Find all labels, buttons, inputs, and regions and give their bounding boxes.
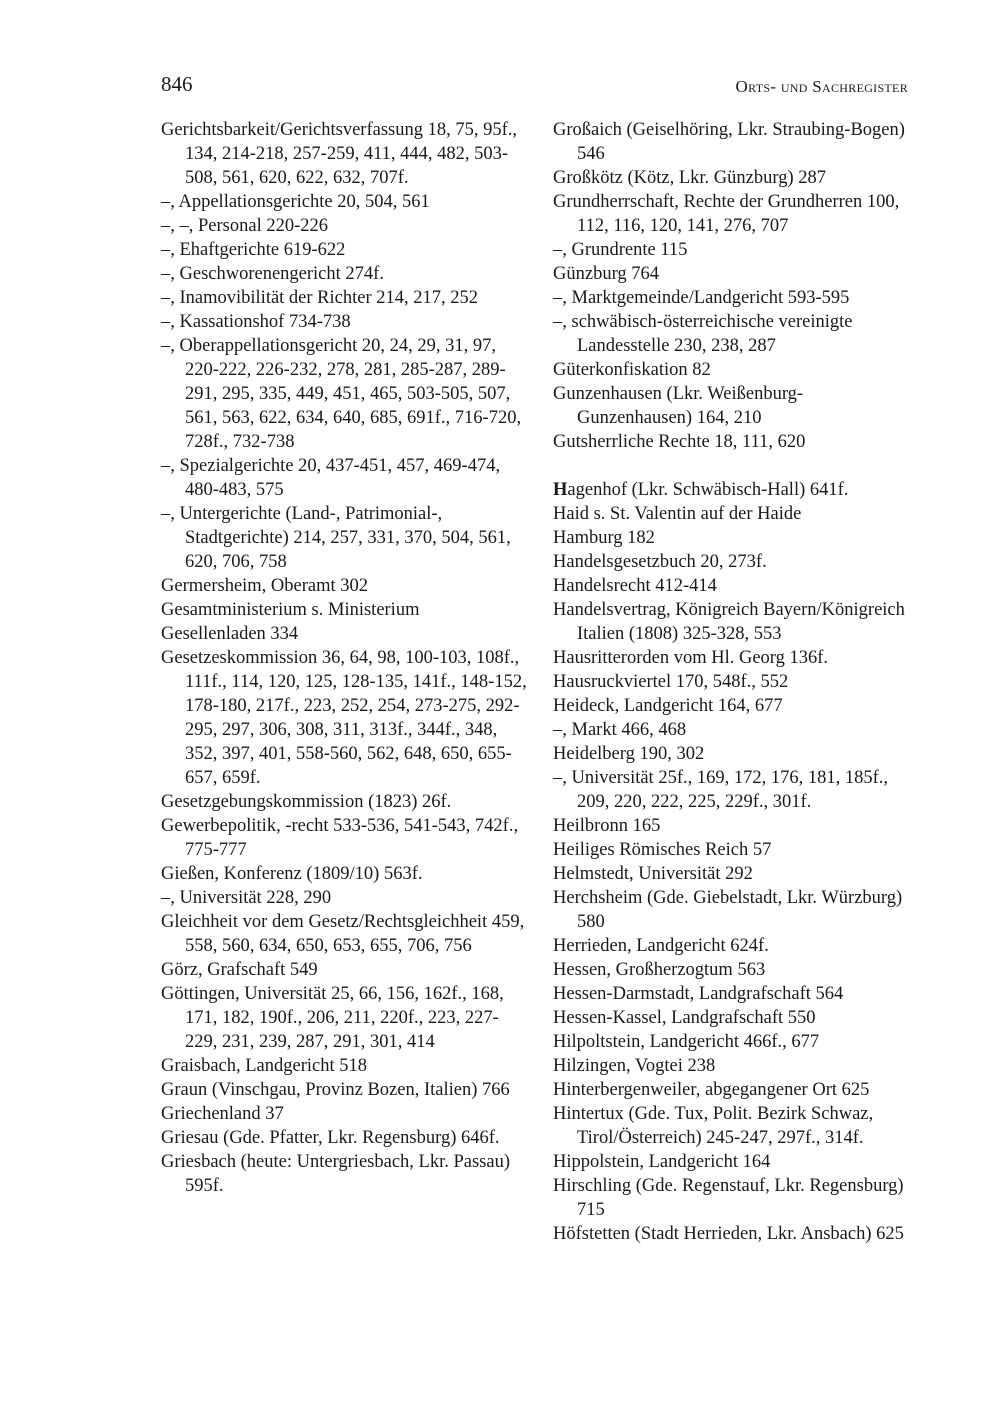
- index-entry: –, Untergerichte (Land-, Patrimonial-, Stadtgerichte) 214, 257, 331, 370, 504, 561, 620, 706, 758: [161, 504, 511, 572]
- index-entry: –, Ehaftgerichte 619-622: [161, 240, 346, 260]
- index-entry: Gleichheit vor dem Gesetz/Rechtsgleichheit 459, 558, 560, 634, 650, 653, 655, 706, 756: [161, 912, 525, 956]
- index-entry: –, Appellationsgerichte 20, 504, 561: [161, 192, 430, 212]
- index-entry: Görz, Grafschaft 549: [161, 960, 318, 980]
- index-entry: Heiliges Römisches Reich 57: [553, 840, 772, 860]
- index-entry: Göttingen, Universität 25, 66, 156, 162f., 168, 171, 182, 190f., 206, 211, 220f., 223, 227-229, 231, 239, 287, 291, 301, 414: [161, 984, 504, 1052]
- index-entry: Hamburg 182: [553, 528, 655, 548]
- index-column-left: [161, 118, 531, 1198]
- index-entry: Handelsgesetzbuch 20, 273f.: [553, 552, 767, 572]
- index-entry: –, Universität 228, 290: [161, 888, 332, 908]
- index-entry: –, Kassationshof 734-738: [161, 312, 351, 332]
- index-entry: Hausritterorden vom Hl. Georg 136f.: [553, 648, 829, 668]
- index-entry: Gießen, Konferenz (1809/10) 563f.: [161, 864, 423, 884]
- index-entry: Handelsrecht 412-414: [553, 576, 717, 596]
- index-entry: Handelsvertrag, Königreich Bayern/Königreich Italien (1808) 325-328, 553: [553, 600, 905, 644]
- page-number: 846: [161, 72, 193, 96]
- index-entry: –, Universität 25f., 169, 172, 176, 181, 185f., 209, 220, 222, 225, 229f., 301f.: [553, 768, 889, 812]
- index-entry: –, Inamovibilität der Richter 214, 217, 252: [161, 288, 479, 308]
- index-entry: Graisbach, Landgericht 518: [161, 1056, 367, 1076]
- index-entry: Gesetzgebungskommission (1823) 26f.: [161, 792, 452, 812]
- running-title: Orts- und Sachregister: [735, 77, 908, 96]
- index-entry: –, Marktgemeinde/Landgericht 593-595: [553, 288, 850, 308]
- index-entry: Günzburg 764: [553, 264, 660, 284]
- index-entry-text: agenhof (Lkr. Schwäbisch-Hall) 641f.: [567, 480, 849, 500]
- index-entry: –, Markt 466, 468: [553, 720, 687, 740]
- index-entry: Gerichtsbarkeit/Gerichtsverfassung 18, 75, 95f., 134, 214-218, 257-259, 411, 444, 482, 503-508, 561, 620, 622, 632, 707f.: [161, 120, 518, 188]
- index-entry: Gesamtministerium s. Ministerium: [161, 600, 420, 620]
- index-column-right: [553, 118, 913, 1246]
- index-entry: Gunzenhausen (Lkr. Weißenburg-Gunzenhausen) 164, 210: [553, 384, 804, 428]
- index-entry: –, Geschworenengericht 274f.: [161, 264, 384, 284]
- index-entry: Höfstetten (Stadt Herrieden, Lkr. Ansbach) 625: [553, 1224, 904, 1244]
- index-entry: Güterkonfiskation 82: [553, 360, 711, 380]
- index-entry: Haid s. St. Valentin auf der Haide: [553, 504, 802, 524]
- index-entry: Hessen, Großherzogtum 563: [553, 960, 766, 980]
- index-entry: –, Grundrente 115: [553, 240, 688, 260]
- index-entry: Gutsherrliche Rechte 18, 111, 620: [553, 432, 806, 452]
- index-entry: Herchsheim (Gde. Giebelstadt, Lkr. Würzburg) 580: [553, 888, 903, 932]
- index-entry: Germersheim, Oberamt 302: [161, 576, 369, 596]
- index-entry: Griesbach (heute: Untergriesbach, Lkr. Passau) 595f.: [161, 1152, 510, 1196]
- index-entry: Heidelberg 190, 302: [553, 744, 705, 764]
- index-entry: –, Spezialgerichte 20, 437-451, 457, 469-474, 480-483, 575: [161, 456, 501, 500]
- index-entry: Gesetzeskommission 36, 64, 98, 100-103, 108f., 111f., 114, 120, 125, 128-135, 141f., 148-152, 178-180, 217f., 223, 252, 254, 273-275, 292-295, 297, 306, 308, 311, 313f., 344f., 348, 352, 397, 401, 558-560, 562, 648, 650, 655-657, 659f.: [161, 648, 527, 788]
- index-entry: Gesellenladen 334: [161, 624, 299, 644]
- index-entry: Hinterbergenweiler, abgegangener Ort 625: [553, 1080, 870, 1100]
- index-entry: –, schwäbisch-österreichische vereinigte Landesstelle 230, 238, 287: [553, 312, 853, 356]
- index-entry: Hessen-Darmstadt, Landgrafschaft 564: [553, 984, 844, 1004]
- section-initial-letter: H: [553, 480, 568, 500]
- index-entry-section-h: [553, 478, 913, 502]
- index-entry: Hausruckviertel 170, 548f., 552: [553, 672, 789, 692]
- index-entry: Helmstedt, Universität 292: [553, 864, 753, 884]
- index-entry: Hilpoltstein, Landgericht 466f., 677: [553, 1032, 820, 1052]
- index-entry: Großkötz (Kötz, Lkr. Günzburg) 287: [553, 168, 826, 188]
- index-entry: Hilzingen, Vogtei 238: [553, 1056, 716, 1076]
- index-entry: Hintertux (Gde. Tux, Polit. Bezirk Schwaz, Tirol/Österreich) 245-247, 297f., 314f.: [553, 1104, 874, 1148]
- index-entry: Großaich (Geiselhöring, Lkr. Straubing-Bogen) 546: [553, 120, 905, 164]
- index-entry: Heideck, Landgericht 164, 677: [553, 696, 783, 716]
- index-entry: –, –, Personal 220-226: [161, 216, 328, 236]
- index-entry: Grundherrschaft, Rechte der Grundherren 100, 112, 116, 120, 141, 276, 707: [553, 192, 900, 236]
- index-entry: Herrieden, Landgericht 624f.: [553, 936, 769, 956]
- index-entry: Gewerbepolitik, -recht 533-536, 541-543, 742f., 775-777: [161, 816, 519, 860]
- index-entry: –, Oberappellationsgericht 20, 24, 29, 31, 97, 220-222, 226-232, 278, 281, 285-287, 289-291, 295, 335, 449, 451, 465, 503-505, 507, 561, 563, 622, 634, 640, 685, 691f., 716-720, 728f., 732-738: [161, 336, 522, 452]
- index-entry: Hessen-Kassel, Landgrafschaft 550: [553, 1008, 816, 1028]
- index-entry: Griesau (Gde. Pfatter, Lkr. Regensburg) 646f.: [161, 1128, 500, 1148]
- index-entry: Heilbronn 165: [553, 816, 661, 836]
- index-entry: Griechenland 37: [161, 1104, 284, 1124]
- index-entry: Graun (Vinschgau, Provinz Bozen, Italien) 766: [161, 1080, 510, 1100]
- index-entry: Hirschling (Gde. Regenstauf, Lkr. Regensburg) 715: [553, 1176, 904, 1220]
- index-entry: Hippolstein, Landgericht 164: [553, 1152, 771, 1172]
